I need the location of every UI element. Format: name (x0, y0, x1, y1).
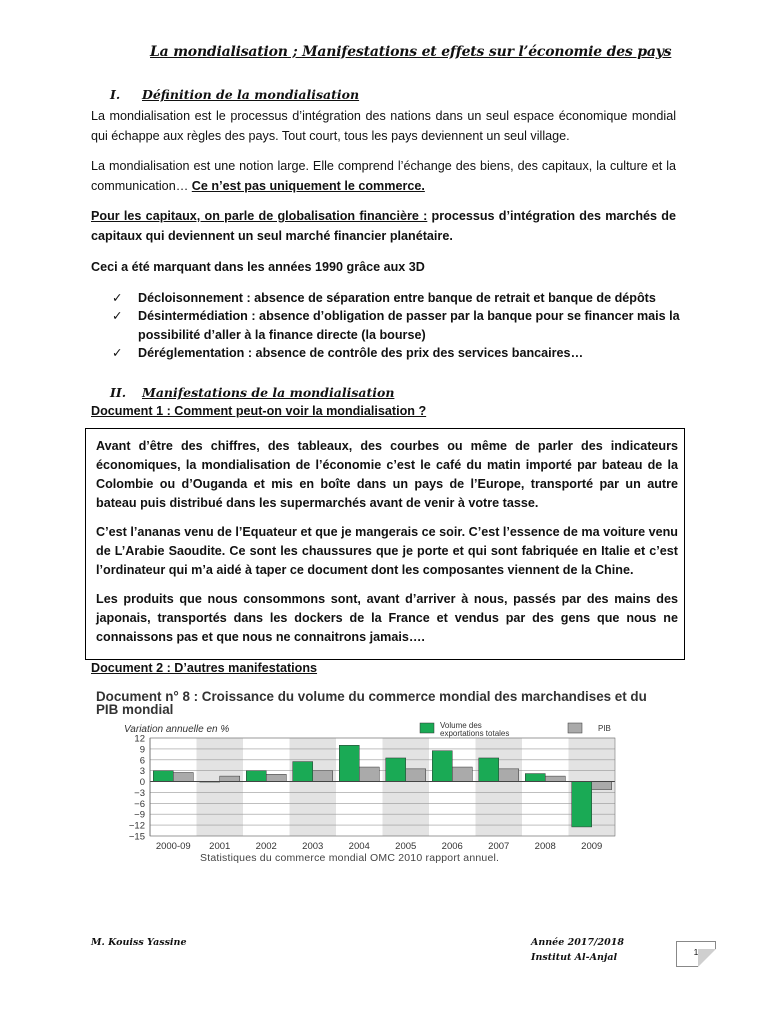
financial-lead: Pour les capitaux, on parle de globalisation financière : (91, 209, 428, 223)
y-tick-label: 12 (134, 733, 145, 745)
footer-institute: Institut Al-Anjal (531, 952, 618, 963)
checkmark-icon: ✓ (112, 346, 123, 361)
y-tick-label: 6 (139, 755, 145, 767)
bar-chart (90, 718, 630, 852)
definition-paragraph-1: La mondialisation est le processus d’intégration des nations dans un seul espace économique mondial qui échappe aux règles des pays. Tout court, tous les pays deviennent un seul village. (91, 109, 676, 143)
three-d-list (112, 289, 682, 363)
document-1-paragraph: C’est l’ananas venu de l’Equateur et que je mangerais ce soir. C’est l’essence de ma voiture venu de L’Arabie Saoudite. Ce sont les chaussures que je porte et qui sont fabriquée en Italie et c’est l’ordinateur qui m’a aidé à taper ce document dont les composantes viennent de la Chine. (96, 525, 678, 577)
column-shading (383, 738, 430, 836)
y-tick-label: −9 (134, 809, 145, 821)
column-shading (290, 738, 337, 836)
definition-text: La mondialisation est une notion large. Elle comprend l’échange des biens, des capitaux, la culture et la communication… (91, 159, 676, 193)
page-fold-icon (698, 949, 716, 967)
y-tick-label: −6 (134, 798, 145, 810)
column-shading (476, 738, 523, 836)
gdp-bar (173, 772, 193, 781)
list-item: ✓ Désintermédiation : absence d’obligation de passer par la banque pour se financer mais la possibilité d’aller à la finance directe (la bourse) (112, 309, 680, 342)
document-1-paragraph: Avant d’être des chiffres, des tableaux, des courbes ou même de parler des indicateurs économiques, la mondialisation de l’économie c’est le café du matin importé par bateau de la Colombie ou d’Ouganda et mis en boîte dans un pays de l’Europe, transporté par un autre bateau puis distribué dans les supermarchés avant de venir à votre tasse. (96, 439, 678, 510)
gdp-bar (452, 767, 472, 782)
section-heading-2 (110, 385, 394, 400)
financial-globalization-paragraph (91, 206, 676, 246)
page-title: La mondialisation ; Manifestations et effets sur l’économie des pays (150, 44, 672, 60)
exports-bar (525, 774, 545, 782)
y-tick-label: −15 (128, 831, 145, 843)
document-1-box (85, 428, 685, 660)
x-tick-label: 2006 (441, 841, 463, 852)
y-tick-label: −12 (128, 820, 145, 832)
x-tick-label: 2003 (302, 841, 324, 852)
x-tick-label: 2009 (581, 841, 603, 852)
footer-info (531, 935, 624, 965)
list-item: ✓ Décloisonnement : absence de séparation entre banque de retrait et banque de dépôts (112, 289, 682, 307)
x-tick-label: 2004 (348, 841, 370, 852)
section-label: Définition de la mondialisation (142, 87, 360, 102)
document-1-paragraph: Les produits que nous consommons sont, avant d’arriver à nous, passés par des mains des japonais, transportés dans les dockers de la France et vendus par des gens que nous ne connaissons pas et que nous ne connaitrons jamais…. (96, 592, 678, 644)
gdp-bar (220, 776, 240, 781)
y-tick-label: 9 (139, 744, 145, 756)
y-tick-label: 0 (139, 777, 145, 789)
gdp-bar (592, 782, 612, 790)
x-tick-label: 2001 (209, 841, 231, 852)
exports-bar (386, 758, 406, 782)
exports-bar (479, 758, 499, 782)
y-tick-label: 3 (139, 766, 145, 778)
legend-label: Volume des exportations totales (440, 721, 510, 738)
chart-source: Statistiques du commerce mondial OMC 2010 rapport annuel. (200, 852, 500, 864)
gdp-bar (359, 767, 379, 782)
x-tick-label: 2002 (255, 841, 277, 852)
section-number: II. (110, 385, 127, 400)
section-number: I. (110, 87, 121, 102)
footer-author: M. Kouiss Yassine (91, 937, 187, 948)
x-tick-label: 2008 (534, 841, 556, 852)
y-tick-label: −3 (134, 787, 145, 799)
y-axis-label: Variation annuelle en % (124, 724, 230, 735)
page-number: 1 (693, 947, 699, 957)
section-heading-1 (110, 87, 359, 102)
financial-text: processus d’intégration des marchés de capitaux qui deviennent un seul marché financier planétaire. (91, 209, 676, 243)
exports-bar (432, 751, 452, 782)
document-1-title: Document 1 : Comment peut-on voir la mondialisation ? (91, 404, 427, 418)
gdp-bar (313, 771, 333, 782)
legend-label: PIB (598, 724, 611, 733)
exports-bar (153, 771, 173, 782)
gdp-bar (406, 769, 426, 782)
exports-bar (293, 762, 313, 782)
section-label: Manifestations de la mondialisation (142, 385, 395, 400)
definition-emphasis: Ce n’est pas uniquement le commerce. (191, 179, 425, 193)
gdp-bar (266, 774, 286, 781)
checkmark-icon: ✓ (112, 291, 123, 305)
checkmark-icon: ✓ (112, 309, 123, 324)
three-d-intro: Ceci a été marquant dans les années 1990 grâce aux 3D (91, 260, 425, 274)
gdp-bar (545, 776, 565, 781)
footer-year: Année 2017/2018 (531, 937, 624, 948)
x-tick-label: 2005 (395, 841, 417, 852)
definition-paragraph-2 (91, 156, 676, 196)
gdp-bar (499, 769, 519, 782)
page-number-box (676, 941, 716, 967)
exports-bar (339, 745, 359, 781)
list-item: ✓ Déréglementation : absence de contrôle des prix des services bancaires… (112, 344, 682, 362)
x-tick-label: 2000-09 (155, 841, 191, 852)
chart-title: Document n° 8 : Croissance du volume du commerce mondial des marchandises et du PIB mondial (96, 689, 647, 717)
exports-bar (572, 782, 592, 827)
exports-bar (246, 771, 266, 782)
legend-swatch (420, 723, 434, 733)
column-shading (197, 738, 244, 836)
document-2-title: Document 2 : D’autres manifestations (91, 661, 318, 675)
x-tick-label: 2007 (488, 841, 510, 852)
legend-swatch (568, 723, 582, 733)
